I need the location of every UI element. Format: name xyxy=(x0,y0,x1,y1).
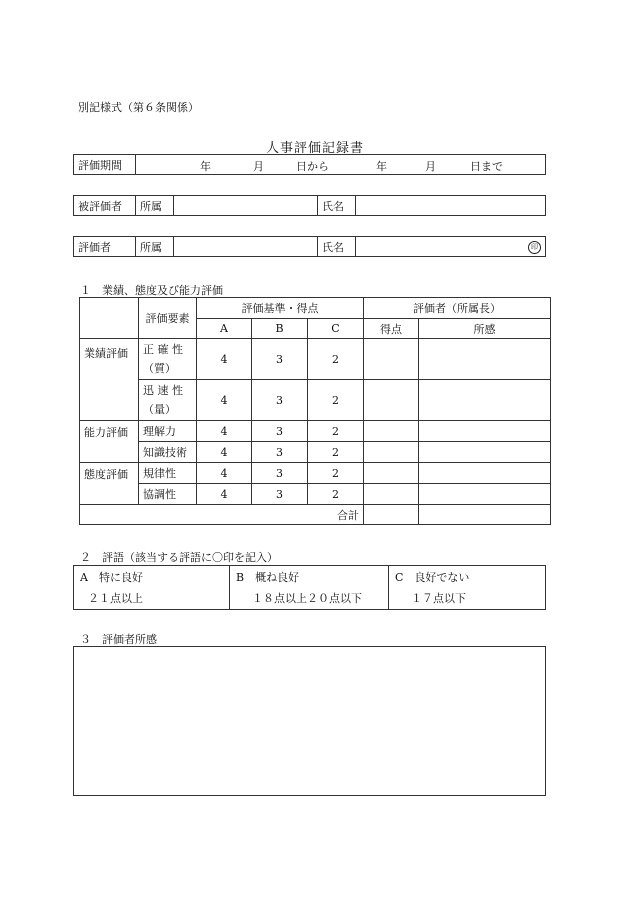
element-discipline: 規律性 xyxy=(139,463,197,484)
col-criteria-header: 評価基準・得点 xyxy=(197,298,364,319)
grade-c-value: 2 xyxy=(308,484,364,505)
score-header: 得点 xyxy=(364,319,419,339)
from-year-label: 年 xyxy=(200,160,211,173)
grade-b-value: 3 xyxy=(252,484,308,505)
header-note: 別記様式（第６条関係） xyxy=(78,101,199,114)
score-field[interactable] xyxy=(364,442,419,463)
corner-cell xyxy=(80,298,139,339)
grade-c-header: C xyxy=(308,319,364,339)
grade-b-value: 3 xyxy=(252,339,308,380)
score-field[interactable] xyxy=(364,380,419,421)
score-field[interactable] xyxy=(364,339,419,380)
element-speed xyxy=(139,380,197,421)
comment-field[interactable] xyxy=(419,421,551,442)
grade-a-value: 4 xyxy=(197,339,252,380)
rating-a-range: ２１点以上 xyxy=(88,592,143,605)
document-title: 人事評価記録書 xyxy=(265,141,364,156)
evaluator-name-label: 氏名 xyxy=(318,237,356,257)
category-attitude: 態度評価 xyxy=(80,463,139,505)
evaluator-comment-box[interactable] xyxy=(73,646,546,796)
grade-b-value: 3 xyxy=(252,463,308,484)
grade-c-value: 2 xyxy=(308,339,364,380)
element-sublabel: （質） xyxy=(143,362,176,375)
element-cooperation: 協調性 xyxy=(139,484,197,505)
evaluatee-label: 被評価者 xyxy=(74,196,136,216)
section2-heading: ２ 評語（該当する評語に〇印を記入） xyxy=(80,551,278,564)
from-month-label: 月 xyxy=(253,160,264,173)
grade-b-value: 3 xyxy=(252,421,308,442)
total-comment-field[interactable] xyxy=(419,505,551,525)
rating-table xyxy=(73,565,546,610)
period-label: 評価期間 xyxy=(74,155,136,175)
evaluatee-table xyxy=(73,195,546,216)
grade-a-value: 4 xyxy=(197,484,252,505)
rating-c-range: １７点以下 xyxy=(411,592,466,605)
evaluatee-dept-label: 所属 xyxy=(136,196,174,216)
grade-a-value: 4 xyxy=(197,380,252,421)
category-performance: 業績評価 xyxy=(80,339,139,421)
rating-b-label: B 概ね良好 xyxy=(236,571,300,584)
score-field[interactable] xyxy=(364,484,419,505)
grade-a-value: 4 xyxy=(197,442,252,463)
rating-b-range: １８点以上２０点以下 xyxy=(252,592,362,605)
evaluator-table xyxy=(73,236,546,257)
element-knowledge: 知識技術 xyxy=(139,442,197,463)
grade-b-value: 3 xyxy=(252,442,308,463)
evaluation-table xyxy=(79,297,551,525)
comment-field[interactable] xyxy=(419,442,551,463)
element-label: 迅 速 性 xyxy=(143,384,183,397)
evaluatee-name-field[interactable] xyxy=(356,196,546,216)
evaluator-dept-label: 所属 xyxy=(136,237,174,257)
to-year-label: 年 xyxy=(376,160,387,173)
from-day-label: 日から xyxy=(296,160,329,173)
period-table xyxy=(73,154,546,175)
grade-c-value: 2 xyxy=(308,463,364,484)
score-field[interactable] xyxy=(364,421,419,442)
to-day-label: 日まで xyxy=(470,160,503,173)
evaluator-name-field[interactable] xyxy=(356,237,546,257)
element-accuracy xyxy=(139,339,197,380)
grade-c-value: 2 xyxy=(308,442,364,463)
comment-header: 所感 xyxy=(419,319,551,339)
element-understanding: 理解力 xyxy=(139,421,197,442)
element-label: 正 確 性 xyxy=(143,343,183,356)
grade-a-value: 4 xyxy=(197,421,252,442)
evaluator-dept-field[interactable] xyxy=(174,237,318,257)
evaluator-label: 評価者 xyxy=(74,237,136,257)
comment-field[interactable] xyxy=(419,484,551,505)
grade-a-header: A xyxy=(197,319,252,339)
grade-c-value: 2 xyxy=(308,421,364,442)
evaluatee-name-label: 氏名 xyxy=(318,196,356,216)
rating-c-cell[interactable] xyxy=(389,566,546,610)
total-score-field[interactable] xyxy=(364,505,419,525)
col-evaluator-header: 評価者（所属長） xyxy=(364,298,551,319)
grade-c-value: 2 xyxy=(308,380,364,421)
element-sublabel: （量） xyxy=(143,403,176,416)
total-label: 合計 xyxy=(80,505,364,525)
section3-heading: ３ 評価者所感 xyxy=(80,633,157,646)
rating-a-cell[interactable] xyxy=(74,566,230,610)
comment-field[interactable] xyxy=(419,463,551,484)
category-ability: 能力評価 xyxy=(80,421,139,463)
grade-b-header: B xyxy=(252,319,308,339)
comment-field[interactable] xyxy=(419,339,551,380)
comment-field[interactable] xyxy=(419,380,551,421)
to-month-label: 月 xyxy=(425,160,436,173)
section1-heading: １ 業績、態度及び能力評価 xyxy=(80,284,223,297)
grade-a-value: 4 xyxy=(197,463,252,484)
rating-a-label: A 特に良好 xyxy=(80,571,143,584)
grade-b-value: 3 xyxy=(252,380,308,421)
rating-c-label: C 良好でない xyxy=(395,571,470,584)
seal-icon: 印 xyxy=(528,241,541,254)
col-element-header: 評価要素 xyxy=(139,298,197,339)
score-field[interactable] xyxy=(364,463,419,484)
rating-b-cell[interactable] xyxy=(230,566,389,610)
period-date-field[interactable] xyxy=(136,155,546,175)
evaluatee-dept-field[interactable] xyxy=(174,196,318,216)
